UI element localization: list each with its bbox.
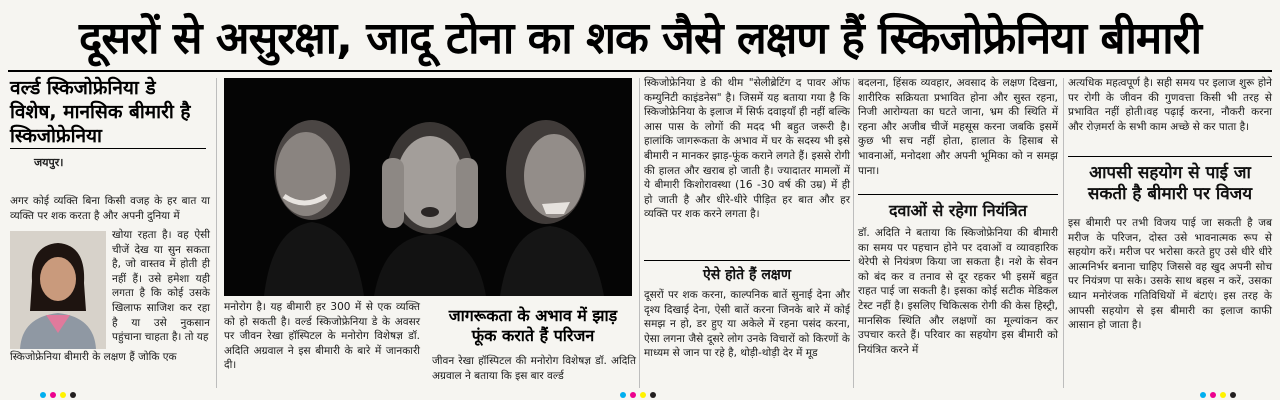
symptoms-text: दूसरों पर शक करना, काल्पनिक बातें सुनाई देना और दृश्य दिखाई देना, ऐसी बातें करना जिनके बारे में कोई समझ न हो, डर हुए या अकेले में रहना पसंद करना, ऐसा लगना जैसे दूसरे लोग उनके विचारों को किरणों के माध्यम से जान पा रहे है, थोड़ी-थोड़ी देर में मूड	[644, 289, 850, 360]
support-text: इस बीमारी पर तभी विजय पाई जा सकती है जब मरीज के परिजन, दोस्त उसे भावनात्मक रूप से सहयोग करें। मरीज पर भरोसा करते हुए उसे धीरे धीरे आत्मनिर्भर बनाना चाहिए जिससे वह खुद अपनी सोच पर नियंत्रण पा सके। उसके साथ बहस न करें, उसका ध्यान मनोरंजक गतिविधियों में बंटाएं। इस तरह के आपसी सहयोग से इस बीमारी का इलाज काफी आसान हो जाता है।	[1068, 217, 1272, 332]
page-headline: दूसरों से असुरक्षा, जादू टोना का शक जैसे लक्षण हैं स्किजोफ्रेनिया बीमारी	[78, 13, 1202, 64]
sidebar-title: वर्ल्ड स्किजोफ्रेनिया डे विशेष, मानसिक बीमारी है स्किजोफ्रेनिया	[10, 77, 191, 147]
symptoms-paragraph	[644, 288, 850, 361]
medication-continuation-text: अत्यधिक महत्वपूर्ण है। सही समय पर इलाज शुरू होने पर रोगी के जीवन की गुणवत्ता किसी भी तरह से प्रभावित नहीं होती।वह पढ़ाई करना, नौकरी करना और रोज़मर्रा के सभी काम अच्छे से कर पाता है।	[1068, 77, 1272, 133]
theme-text: स्किजोफ्रेनिया डे की थीम "सेलीब्रेटिंग द पावर ऑफ कम्युनिटी काइंडनेस" है। जिसमें यह बताया गया है कि स्किजोफ्रेनिया के इलाज में सिर्फ दवाइयाँ ही नहीं बल्कि आस पास के लोगों की मदद भी बहुत जरूरी है। हालांकि जागरूकता के अभाव में घर के सदस्य भी इसे बीमारी न मानकर झाड़-फूंक कराने लगते हैं। इससे रोगी की हालत और खराब हो जाती है। ज्यादातर मामलों में ये बीमारी किशोरावस्था (16 -30 वर्ष की उम्र) में ही हो जाती है और धीरे-धीरे पीड़ित हर बात और हर व्यक्ति पर शक करने लगता है।	[644, 77, 850, 221]
subhead-awareness: जागरूकता के अभाव में झाड़ फूंक कराते हैं परिजन	[448, 306, 618, 345]
subhead-support: आपसी सहयोग से पाई जा सकती है बीमारी पर विजय	[1068, 156, 1272, 211]
symptoms-continuation	[858, 76, 1058, 178]
column-divider	[216, 78, 217, 388]
intro-paragraph	[10, 194, 210, 223]
medication-continuation	[1068, 76, 1272, 134]
schizophrenia-faces-photo	[224, 78, 632, 296]
column-divider	[1063, 78, 1064, 388]
medication-paragraph	[858, 226, 1058, 357]
print-registration-marks	[620, 392, 656, 398]
support-paragraph	[1068, 216, 1272, 333]
print-registration-marks	[40, 392, 76, 398]
symptoms-continuation-text: बदलना, हिंसक व्यवहार, अवसाद के लक्षण दिखना, शारीरिक सक्रियता प्रभावित होना और सुस्त रहना, निजी आरोग्यता का घटते जाना, भ्रम की स्थिति में रहना और अजीब चीजें महसूस करना जबकि इसमें कुछ भी सच नहीं होता, हालात के हिसाब से भावनाओं, मनोदशा और अपनी भूमिका को न समझ पाना।	[858, 77, 1058, 177]
awareness-text: जीवन रेखा हॉस्पिटल की मनोरोग विशेषज्ञ डॉ. अदिति अग्रवाल ने बताया कि इस बार वर्ल्ड	[432, 355, 636, 382]
theme-paragraph	[644, 76, 850, 222]
subhead-symptoms: ऐसे होते हैं लक्षण	[644, 260, 850, 284]
column-divider	[639, 78, 640, 388]
intro-bottom-text: स्किजोफ्रेनिया बीमारी के लक्षण हैं जोकि एक	[10, 351, 177, 363]
intro-wrap-text: खोया रहता है। वह ऐसी चीजें देख या सुन सकता है, जो वास्तव में होती ही नहीं हैं। उसे हमेशा यही लगता है कि कोई उसके खिलाफ साजिश कर रहा है या उसे नुकसान पहुंचाना चाहता है। तो यह	[112, 229, 210, 344]
intro-continuation-text: मनोरोग है। यह बीमारी हर 300 में से एक व्यक्ति को हो सकती है। वर्ल्ड स्किजोफ्रेनिया डे के अवसर पर जीवन रेखा हॉस्पिटल के मनोरोग विशेषज्ञ डॉ. अदिति अग्रवाल ने इस बीमारी के बारे में जानकारी दी।	[224, 301, 420, 372]
dateline: जयपुर।	[10, 148, 206, 170]
intro-text: अगर कोई व्यक्ति बिना किसी वजह के हर बात या व्यक्ति पर शक करता है और अपनी दुनिया में	[10, 195, 210, 222]
subhead-medication: दवाओं से रहेगा नियंत्रित	[858, 194, 1058, 221]
awareness-paragraph	[432, 354, 636, 383]
print-registration-marks	[1200, 392, 1236, 398]
intro-continuation	[224, 300, 420, 373]
medication-text: डॉ. अदिति ने बताया कि स्किजोफ्रेनिया की बीमारी का समय पर पहचान होने पर दवाओं व व्यावहारिक थेरेपी से नियंत्रण किया जा सकता है। नशे के सेवन को बंद कर व तनाव से दूर रहकर भी इसमें बहुत राहत पाई जा सकती है। इसका कोई सटीक मेडिकल टेस्ट नहीं है। इसलिए चिकित्सक रोगी की केस हिस्ट्री, मानसिक स्थिति और लक्षणों का मूल्यांकन कर उपचार करते हैं। परिवार का सहयोग इस बीमारी को नियंत्रित करने में	[858, 227, 1058, 356]
doctor-portrait	[10, 231, 106, 349]
column-divider	[853, 78, 854, 388]
headline-rule	[8, 70, 1272, 72]
